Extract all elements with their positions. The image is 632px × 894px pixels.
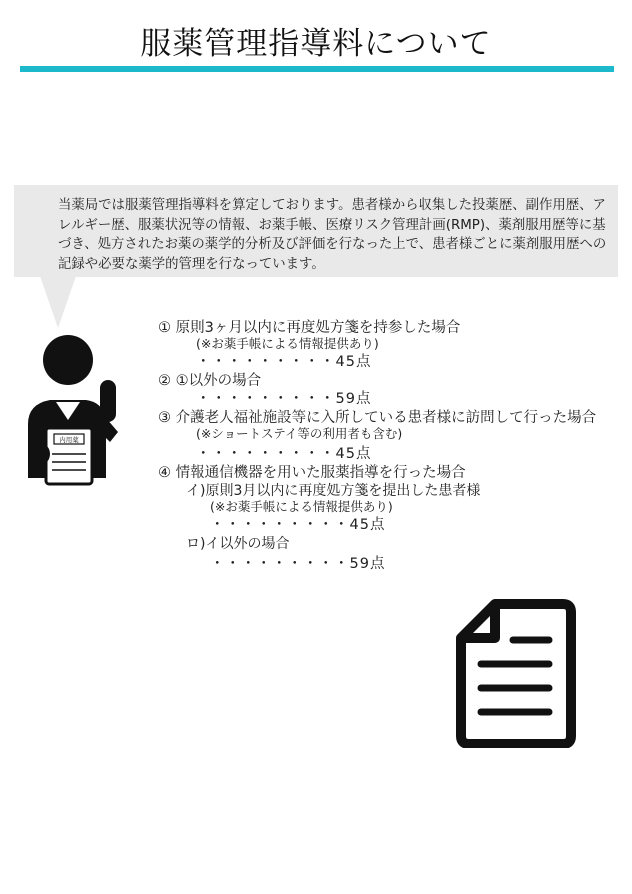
item-4a-note: (※お薬手帳による情報提供あり) [210, 499, 393, 514]
item-1-label: ① 原則3ヶ月以内に再度処方箋を持参した場合 [158, 320, 461, 336]
item-1-points: ・・・・・・・・・45点 [196, 354, 372, 370]
item-1-note: (※お薬手帳による情報提供あり) [196, 336, 379, 351]
page-title: 服薬管理指導料について [140, 26, 492, 62]
item-3-label: ③ 介護老人福祉施設等に入所している患者様に訪問して行った場合 [158, 410, 597, 426]
intro-text: 当薬局では服薬管理指導料を算定しております。患者様から収集した投薬歴、副作用歴、アレルギー歴、服薬状況等の情報、お薬手帳、医療リスク管理計画(RMP)、薬剤服用歴等に基づき、処方されたお薬の薬学的分析及び評価を行なった上で、患者様ごとに薬剤服用歴への記録や必要な薬学的管理を行なっています。 [58, 198, 607, 272]
item-2-label: ② ①以外の場合 [158, 373, 262, 389]
item-4b-points: ・・・・・・・・・59点 [210, 556, 386, 572]
item-4a-label: イ)原則3月以内に再度処方箋を提出した患者様 [186, 483, 481, 499]
speech-bubble-tail [40, 276, 76, 328]
item-4b-label: ロ)イ以外の場合 [186, 536, 290, 552]
item-3-note: (※ショートステイ等の利用者も含む) [196, 426, 403, 441]
title-underline [20, 66, 614, 72]
item-4a-points: ・・・・・・・・・45点 [210, 517, 386, 533]
badge-label: 内用薬 [59, 436, 79, 444]
document-icon [455, 598, 577, 748]
pharmacist-icon [10, 328, 128, 488]
item-2-points: ・・・・・・・・・59点 [196, 391, 372, 407]
item-4-label: ④ 情報通信機器を用いた服薬指導を行った場合 [158, 465, 466, 481]
item-3-points: ・・・・・・・・・45点 [196, 446, 372, 462]
